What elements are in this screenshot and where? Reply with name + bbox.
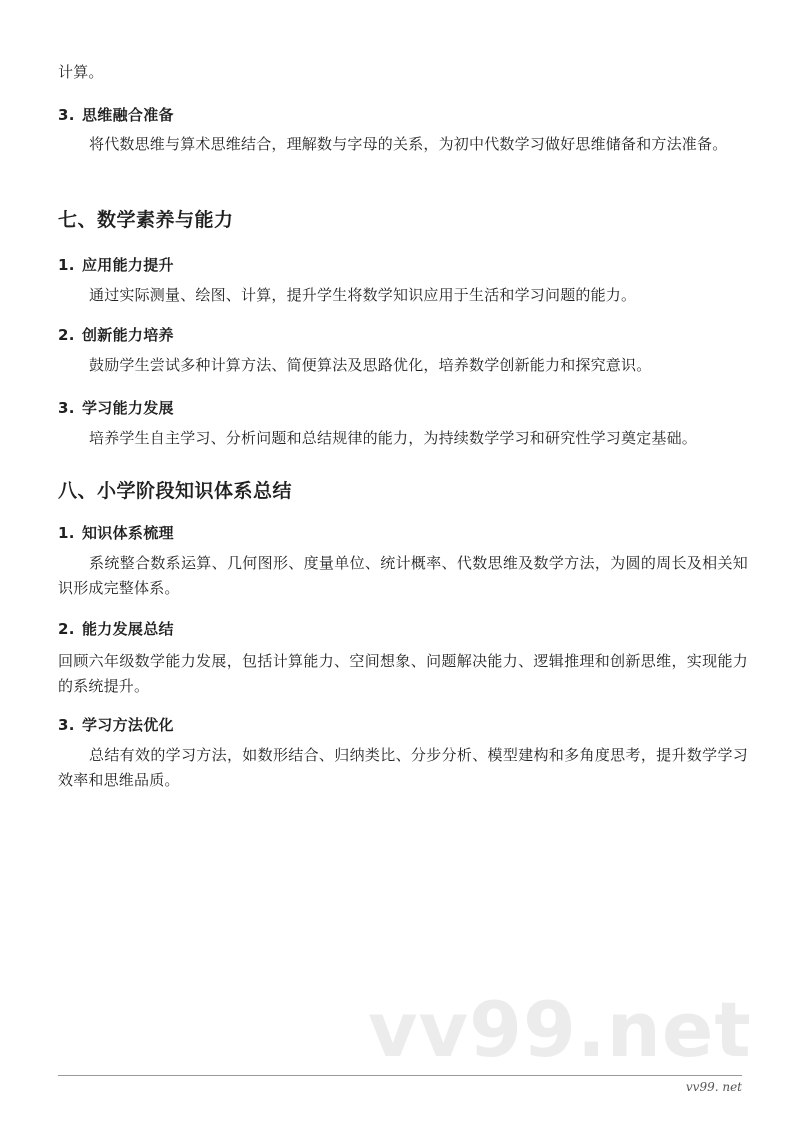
paragraph: 通过实际测量、绘图、计算，提升学生将数学知识应用于生活和学习问题的能力。 [89,286,637,304]
paragraph: 系统整合数系运算、几何图形、度量单位、统计概率、代数思维及数学方法，为圆的周长及相关知识形成完整体系。 [58,554,748,597]
subsection-number: 3. [58,399,75,417]
section-heading-knowledge-summary: 八、小学阶段知识体系总结 [58,480,293,502]
subsection-number: 2. [58,326,75,344]
paragraph: 将代数思维与算术思维结合，理解数与字母的关系，为初中代数学习做好思维储备和方法准备。 [89,135,728,153]
subsection-heading-knowledge-system [58,522,174,544]
continuation-text: 计算。 [58,63,104,81]
subsection-heading-learning-ability [58,397,174,419]
subsection-heading-method-optimization [58,714,174,736]
subsection-title: 应用能力提升 [82,256,174,274]
footer-divider [58,1075,742,1076]
subsection-heading-ability-summary [58,618,174,640]
subsection-heading-thinking-fusion [58,104,174,126]
paragraph: 回顾六年级数学能力发展，包括计算能力、空间想象、问题解决能力、逻辑推理和创新思维，实现能力的系统提升。 [58,652,748,695]
subsection-number: 1. [58,256,75,274]
subsection-title: 学习能力发展 [82,399,174,417]
paragraph: 鼓励学生尝试多种计算方法、简便算法及思路优化，培养数学创新能力和探究意识。 [89,356,652,374]
subsection-heading-application [58,254,174,276]
subsection-number: 3. [58,106,75,124]
subsection-title: 知识体系梳理 [82,524,174,542]
subsection-title: 能力发展总结 [82,620,174,638]
subsection-title: 学习方法优化 [82,716,174,734]
subsection-number: 1. [58,524,75,542]
subsection-number: 2. [58,620,75,638]
subsection-heading-innovation [58,324,174,346]
subsection-number: 3. [58,716,75,734]
paragraph: 总结有效的学习方法，如数形结合、归纳类比、分步分析、模型建构和多角度思考，提升数学学习效率和思维品质。 [58,746,748,789]
paragraph: 培养学生自主学习、分析问题和总结规律的能力，为持续数学学习和研究性学习奠定基础。 [89,429,698,447]
watermark: vv99.net [368,985,752,1074]
footer-site-label: vv99. net [685,1080,742,1094]
subsection-title: 创新能力培养 [82,326,174,344]
section-heading-math-literacy: 七、数学素养与能力 [58,209,234,231]
subsection-title: 思维融合准备 [82,106,174,124]
